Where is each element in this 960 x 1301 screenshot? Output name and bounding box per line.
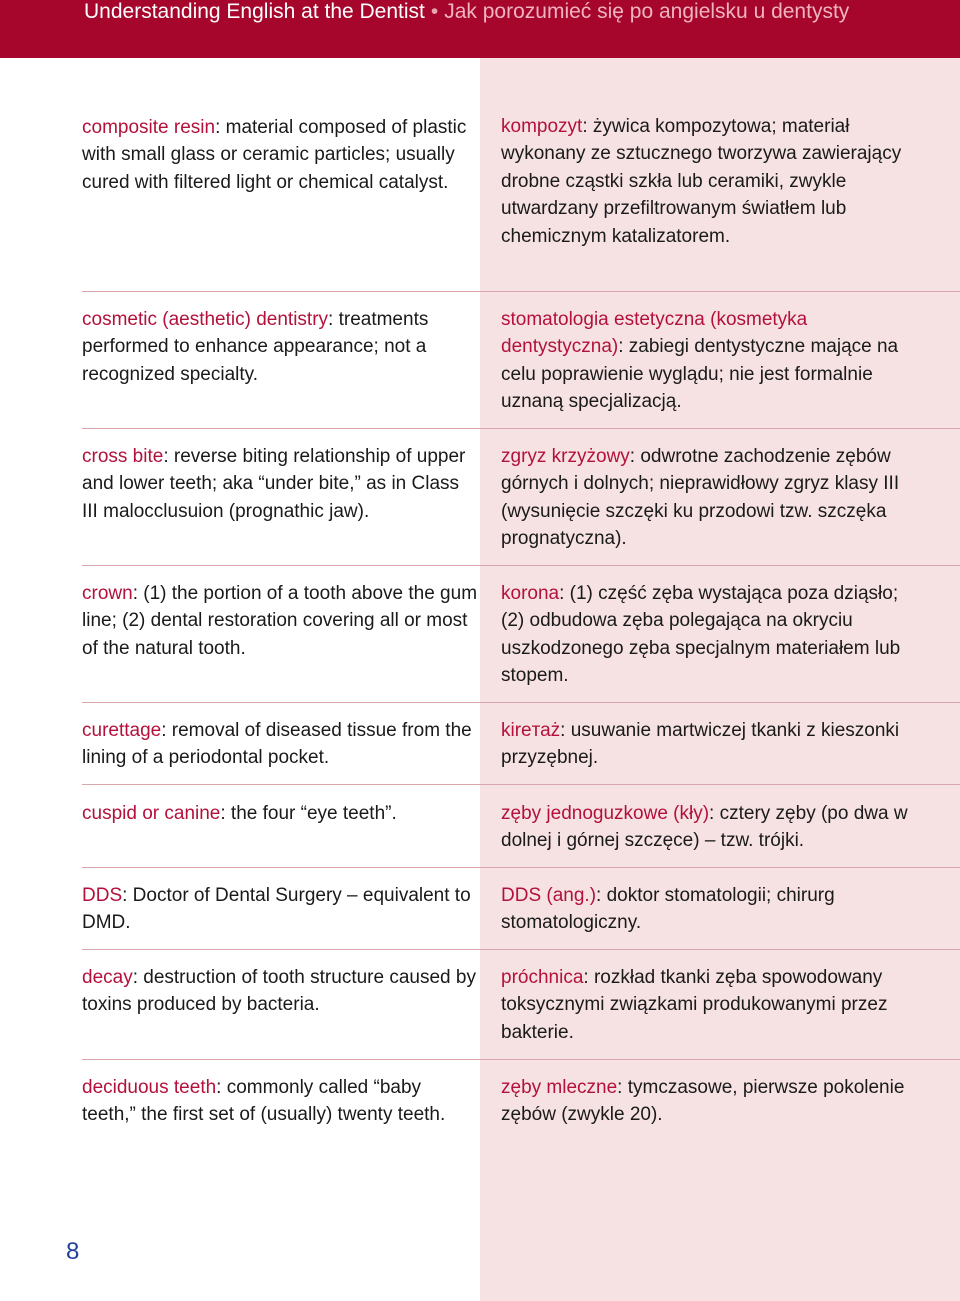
header-title-polish: Jak porozumieć się po angielsku u dentysty [444,0,850,23]
glossary-definition: : treatments performed to enhance appearance; not a recognized specialty. [82,309,429,385]
glossary-term: DDS [82,885,123,906]
glossary-entry-english [82,882,478,937]
glossary-entry-polish [501,306,921,416]
glossary-definition: : tymczasowe, pierwsze pokolenie zębów (zwykle 20). [501,1077,905,1126]
glossary-definition: : material composed of plastic with small glass or ceramic particles; usually cured with filtered light or chemical catalyst. [82,117,467,193]
header-bullet: • [430,0,439,23]
row-divider [82,949,960,950]
glossary-entry-polish [501,800,921,855]
glossary-entry-english [82,443,478,525]
glossary-definition: : Doctor of Dental Surgery – equivalent to DMD. [82,885,471,934]
glossary-definition: : żywica kompozytowa; materiał wykonany ze sztucznego tworzywa zawierający drobne cząstki szkła lub ceramiki, zwykle utwardzany przefiltrowanym światłem lub chemicznym katalizatorem. [501,116,902,247]
glossary-definition: : zabiegi dentystyczne mające na celu poprawienie wyglądu; nie jest formalnie uznaną specjalizacją. [501,336,899,413]
glossary-entry-english [82,717,478,772]
glossary-entry-english [82,1074,478,1129]
glossary-definition: : usuwanie martwiczej tkanki z kieszonki przyzębnej. [501,720,900,769]
row-divider [82,1059,960,1060]
glossary-term: cuspid or canine [82,803,221,824]
glossary-term: zęby mleczne [501,1077,618,1098]
glossary-term: composite resin [82,117,216,138]
glossary-definition: : (1) the portion of a tooth above the gum line; (2) dental restoration covering all or most of the natural tooth. [82,583,478,659]
glossary-entry-english [82,800,478,827]
glossary-term: deciduous teeth [82,1077,217,1098]
glossary-term: kompozyt [501,116,583,137]
glossary-definition: : reverse biting relationship of upper and lower teeth; aka “under bite,” as in Class III malocclusuion (prognathic jaw). [82,446,466,522]
glossary-definition: : doktor stomatologii; chirurg stomatologiczny. [501,885,835,934]
glossary-entry-polish [501,113,921,250]
glossary-definition: : commonly called “baby teeth,” the first set of (usually) twenty teeth. [82,1077,446,1126]
glossary-term: decay [82,967,133,988]
glossary-entry-polish [501,1074,921,1129]
row-divider [82,428,960,429]
row-divider [82,565,960,566]
glossary-term: próchnica [501,967,584,988]
glossary-entry-english [82,580,478,662]
glossary-definition: : destruction of tooth structure caused by toxins produced by bacteria. [82,967,476,1016]
glossary-entry-polish [501,443,921,553]
glossary-entry-english [82,964,478,1019]
glossary-definition: : rozkład tkanki zęba spowodowany toksycznymi związkami produkowanymi przez bakterie. [501,967,888,1043]
header-titles [84,0,849,24]
glossary-term: zęby jednoguzkowe (kły) [501,803,710,824]
row-divider [82,702,960,703]
glossary-term: cross bite [82,446,164,467]
glossary-definition: : (1) część zęba wystająca poza dziąsło; (2) odbudowa zęba polegająca na okryciu uszkodzonego zęba specjalnym materiałem lub stopem. [501,583,901,687]
glossary-entry-english [82,114,478,196]
glossary-definition: : cztery zęby (po dwa w dolnej i górnej szczęce) – tzw. trójki. [501,803,908,852]
glossary-entry-polish [501,580,921,690]
glossary-definition: : the four “eye teeth”. [220,803,397,824]
glossary-term: stomatologia estetyczna (kosmetyka dentystyczna) [501,309,808,358]
glossary-entry-english [82,306,478,388]
glossary-term: DDS (ang.) [501,885,597,906]
glossary-entry-polish [501,964,921,1046]
glossary-entry-polish [501,717,921,772]
glossary-definition: : odwrotne zachodzenie zębów górnych i dolnych; nieprawidłowy zgryz klasy III (wysunięcie szczęki ku przodowi tzw. szczęka prognatyczna). [501,446,900,550]
glossary-term: cosmetic (aesthetic) dentistry [82,309,329,330]
row-divider [82,784,960,785]
glossary-term: korona [501,583,560,604]
page-header [0,0,960,58]
glossary-term: kireтаż [501,720,561,741]
header-title-english: Understanding English at the Dentist [84,0,425,23]
page-number: 8 [66,1238,80,1265]
row-divider [82,867,960,868]
glossary-entry-polish [501,882,921,937]
glossary-term: crown [82,583,133,604]
glossary-term: curettage [82,720,162,741]
glossary-term: zgryz krzyżowy [501,446,630,467]
row-divider [82,291,960,292]
glossary-definition: : removal of diseased tissue from the lining of a periodontal pocket. [82,720,472,769]
